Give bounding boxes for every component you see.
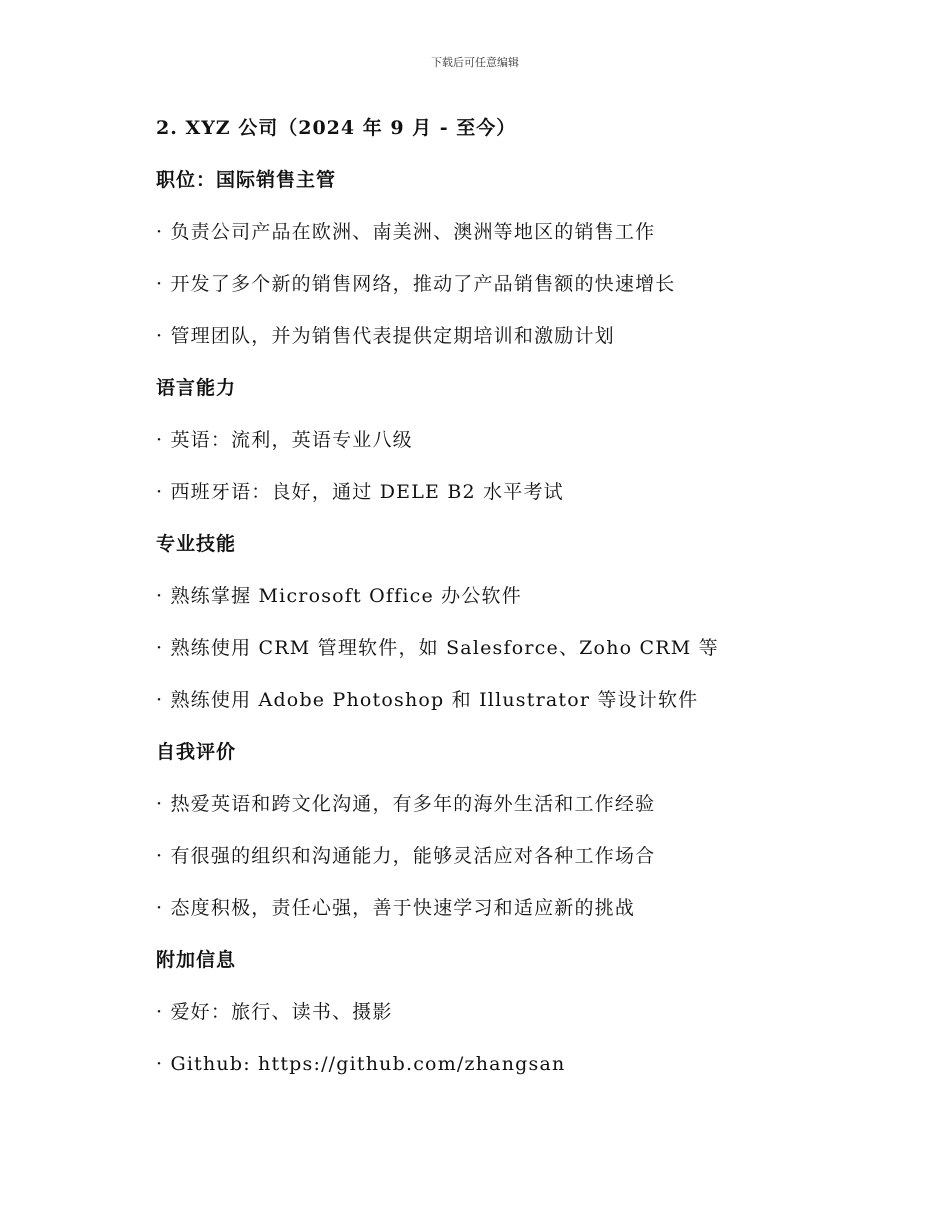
- resume-content: [156, 108, 796, 1096]
- job-position: 职位：国际销售主管: [156, 169, 337, 191]
- language-heading: 语言能力: [156, 377, 237, 399]
- skills-heading: 专业技能: [156, 533, 237, 555]
- skills-bullet: · 熟练掌握 Microsoft Office 办公软件: [156, 585, 522, 607]
- self-evaluation-bullet: · 有很强的组织和沟通能力，能够灵活应对各种工作场合: [156, 845, 656, 867]
- job-bullet: · 负责公司产品在欧洲、南美洲、澳洲等地区的销售工作: [156, 221, 656, 243]
- job-bullet: · 管理团队，并为销售代表提供定期培训和激励计划: [156, 325, 615, 347]
- additional-heading: 附加信息: [156, 949, 237, 971]
- additional-bullet: · Github: https://github.com/zhangsan: [156, 1053, 566, 1075]
- additional-bullet: · 爱好：旅行、读书、摄影: [156, 1001, 393, 1023]
- header-note: 下载后可任意编辑: [431, 56, 519, 69]
- language-bullet: · 英语：流利，英语专业八级: [156, 429, 413, 451]
- job-bullet: · 开发了多个新的销售网络，推动了产品销售额的快速增长: [156, 273, 676, 295]
- job-title: 2. XYZ 公司（2024 年 9 月 - 至今）: [156, 117, 517, 139]
- skills-bullet: · 熟练使用 CRM 管理软件，如 Salesforce、Zoho CRM 等: [156, 637, 719, 659]
- self-evaluation-bullet: · 态度积极，责任心强，善于快速学习和适应新的挑战: [156, 897, 636, 919]
- language-bullet: · 西班牙语：良好，通过 DELE B2 水平考试: [156, 481, 564, 503]
- self-evaluation-heading: 自我评价: [156, 741, 237, 763]
- skills-bullet: · 熟练使用 Adobe Photoshop 和 Illustrator 等设计软件: [156, 689, 699, 711]
- self-evaluation-bullet: · 热爱英语和跨文化沟通，有多年的海外生活和工作经验: [156, 793, 656, 815]
